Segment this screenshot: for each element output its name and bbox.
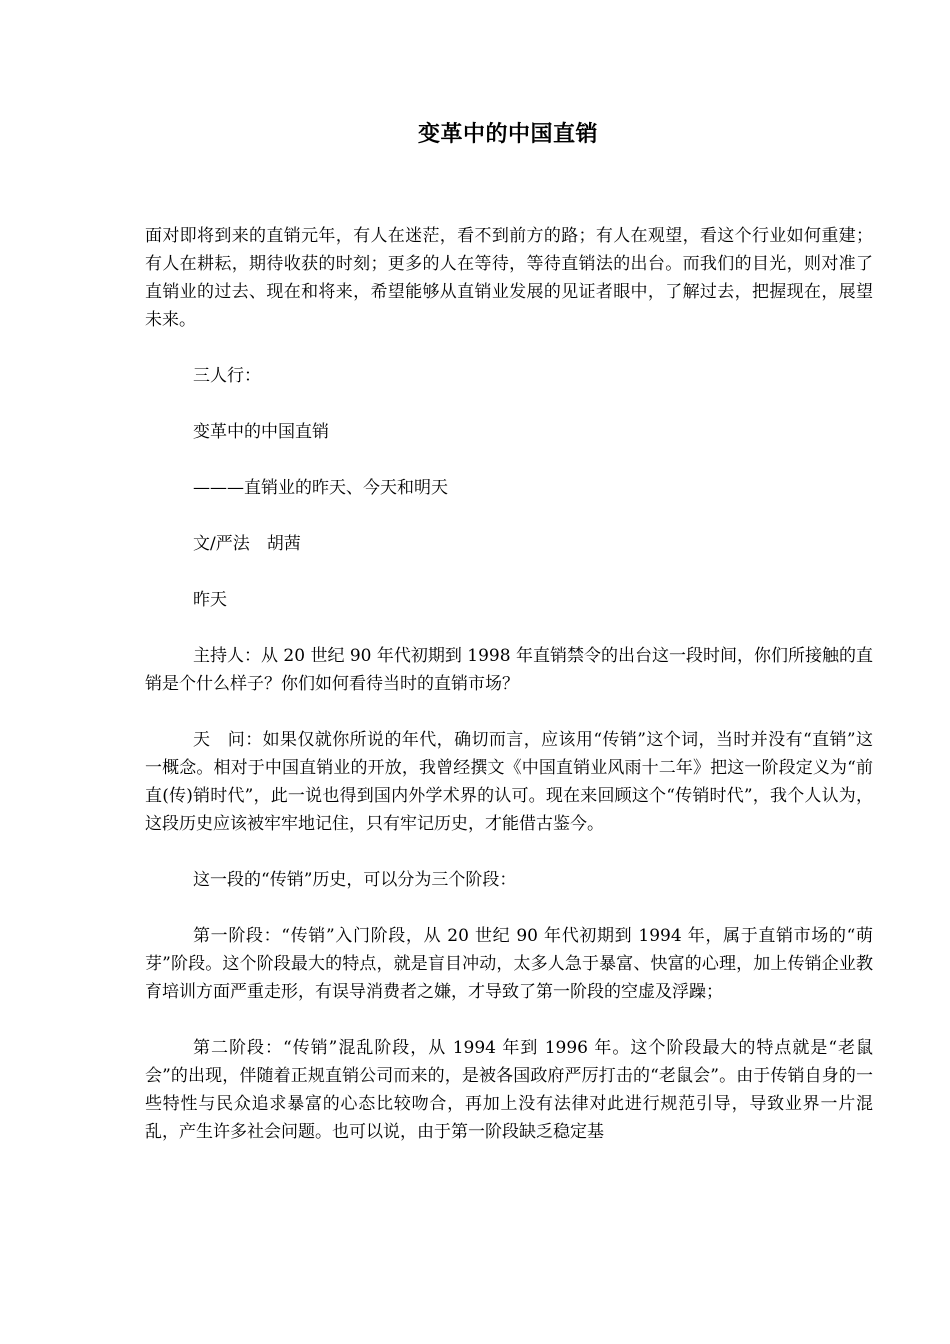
stage-two-paragraph: 第二阶段：“传销”混乱阶段，从 1994 年到 1996 年。这个阶段最大的特点就是“老鼠会”的出现，伴随着正规直销公司而来的，是被各国政府严厉打击的“老鼠会”。由于传销自身的一些特性与民众追求暴富的心态比较吻合，再加上没有法律对此进行规范引导，导致业界一片混乱，产生许多社会问题。也可以说，由于第一阶段缺乏稳定基 [145,1038,873,1142]
article-title: 变革中的中国直销 [193,422,329,442]
host-question-paragraph: 主持人：从 20 世纪 90 年代初期到 1998 年直销禁令的出台这一段时间，你们所接触的直销是个什么样子？你们如何看待当时的直销市场？ [145,646,873,694]
document-title: 变革中的中国直销 [417,122,598,147]
stage-one-paragraph: 第一阶段：“传销”入门阶段，从 20 世纪 90 年代初期到 1994 年，属于直销市场的“萌芽”阶段。这个阶段最大的特点，就是盲目冲动，太多人急于暴富、快富的心理，加上传销企业教育培训方面严重走形，有误导消费者之嫌，才导致了第一阶段的空虚及浮躁； [145,926,873,1002]
author-line: 文/严法 胡茜 [193,534,301,554]
article-subtitle: ———直销业的昨天、今天和明天 [193,478,448,498]
column-name: 三人行： [193,366,261,386]
intro-paragraph: 面对即将到来的直销元年，有人在迷茫，看不到前方的路；有人在观望，看这个行业如何重建；有人在耕耘，期待收获的时刻；更多的人在等待，等待直销法的出台。而我们的目光，则对准了直销业的过去、现在和将来，希望能够从直销业发展的见证者眼中，了解过去，把握现在，展望未来。 [145,226,873,330]
answer-paragraph: 天 问：如果仅就你所说的年代，确切而言，应该用“传销”这个词，当时并没有“直销”这一概念。相对于中国直销业的开放，我曾经撰文《中国直销业风雨十二年》把这一阶段定义为“前直(传)销时代”，此一说也得到国内外学术界的认可。现在来回顾这个“传销时代”，我个人认为，这段历史应该被牢牢地记住，只有牢记历史，才能借古鉴今。 [145,730,873,834]
stages-intro-paragraph: 这一段的“传销”历史，可以分为三个阶段： [193,870,517,890]
document-body [145,222,873,1174]
section-heading: 昨天 [193,590,227,610]
